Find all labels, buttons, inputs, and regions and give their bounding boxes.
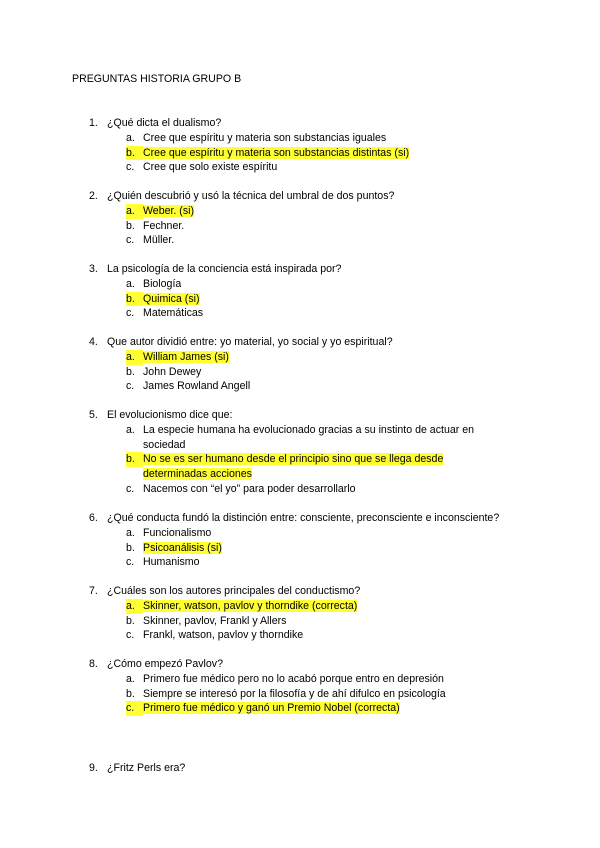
option-text: Funcionalismo <box>143 526 212 539</box>
question-6 <box>89 511 540 570</box>
option-list <box>89 599 540 643</box>
option-letter: a. <box>126 423 135 436</box>
option-a <box>89 526 540 541</box>
option-c <box>89 306 540 321</box>
option-text: Cree que solo existe espíritu <box>143 161 278 174</box>
option-text: Skinner, pavlov, Frankl y Allers <box>143 614 287 627</box>
option-c-highlighted <box>89 701 540 716</box>
question-text: ¿Fritz Perls era? <box>107 762 186 774</box>
question-2 <box>89 189 540 248</box>
option-b <box>89 614 540 629</box>
question-text: El evolucionismo dice que: <box>107 409 233 421</box>
option-c <box>89 555 540 570</box>
document-title: PREGUNTAS HISTORIA GRUPO B <box>72 73 242 85</box>
option-letter: b. <box>126 687 135 700</box>
question-number: 6. <box>89 512 98 524</box>
question-number: 2. <box>89 190 98 202</box>
option-letter: b. <box>126 365 135 378</box>
option-a <box>89 277 540 292</box>
option-text: Nacemos con “el yo” para poder desarrollarlo <box>143 482 356 495</box>
option-letter: b. <box>126 541 135 554</box>
option-letter: c. <box>126 629 135 642</box>
question-number: 9. <box>89 762 98 774</box>
option-letter: c. <box>126 307 135 320</box>
option-letter: c. <box>126 234 135 247</box>
option-text: Siempre se interesó por la filosofía y de ahí difulco en psicología <box>143 687 446 700</box>
option-c <box>89 233 540 248</box>
option-a-highlighted <box>89 350 540 365</box>
question-number: 5. <box>89 409 98 421</box>
option-b-highlighted <box>89 292 540 307</box>
option-c <box>89 628 540 643</box>
option-list <box>89 350 540 394</box>
question-7 <box>89 584 540 643</box>
option-a <box>89 423 540 453</box>
option-text: Primero fue médico y ganó un Premio Nobel (correcta) <box>143 702 400 715</box>
option-text-wrap <box>143 541 540 556</box>
option-text: Cree que espíritu y materia son substancias iguales <box>143 131 387 144</box>
option-letter: b. <box>126 146 143 161</box>
question-text: La psicología de la conciencia está inspirada por? <box>107 263 342 275</box>
option-text: John Dewey <box>143 365 202 378</box>
option-text: No se es ser humano desde el principio sino que se llega desde determinadas acciones <box>143 453 444 481</box>
option-text: Biología <box>143 277 182 290</box>
question-text: ¿Cuáles son los autores principales del conductismo? <box>107 585 361 597</box>
option-list <box>89 131 540 175</box>
question-number: 3. <box>89 263 98 275</box>
question-text: ¿Cómo empezó Pavlov? <box>107 658 223 670</box>
option-letter: b. <box>126 614 135 627</box>
option-text: Matemáticas <box>143 307 204 320</box>
option-text: Weber. (si) <box>143 204 195 217</box>
option-list <box>89 277 540 321</box>
option-letter: c. <box>126 701 143 716</box>
option-b <box>89 219 540 234</box>
option-letter: c. <box>126 161 135 174</box>
option-text: Humanismo <box>143 556 200 569</box>
question-4 <box>89 335 540 394</box>
option-text-wrap <box>143 204 540 219</box>
option-text: Fechner. <box>143 219 185 232</box>
question-number: 4. <box>89 336 98 348</box>
option-letter: c. <box>126 556 135 569</box>
question-text: ¿Qué conducta fundó la distinción entre: consciente, preconsciente e inconsciente? <box>107 512 500 524</box>
option-letter: a. <box>126 204 143 219</box>
option-a <box>89 131 540 146</box>
option-text-wrap <box>143 599 540 614</box>
question-3 <box>89 262 540 321</box>
question-text: ¿Quién descubrió y usó la técnica del umbral de dos puntos? <box>107 190 395 202</box>
option-text: Frankl, watson, pavlov y thorndike <box>143 629 304 642</box>
question-text: Que autor dividió entre: yo material, yo social y yo espiritual? <box>107 336 393 348</box>
option-text-wrap <box>143 701 540 716</box>
question-number: 8. <box>89 658 98 670</box>
option-text: Cree que espíritu y materia son substancias distintas (si) <box>143 146 410 159</box>
option-text-wrap <box>143 146 540 161</box>
option-letter: b. <box>126 292 143 307</box>
option-text: Müller. <box>143 234 175 247</box>
option-a <box>89 672 540 687</box>
option-text-wrap <box>143 350 540 365</box>
option-text: Psicoanálisis (si) <box>143 541 222 554</box>
option-b <box>89 687 540 702</box>
question-number: 7. <box>89 585 98 597</box>
question-text: ¿Qué dicta el dualismo? <box>107 117 222 129</box>
option-list <box>89 204 540 248</box>
question-number: 1. <box>89 117 98 129</box>
option-list <box>89 423 540 497</box>
question-5 <box>89 408 540 497</box>
option-text: La especie humana ha evolucionado gracias a su instinto de actuar en sociedad <box>143 423 474 451</box>
option-b-highlighted <box>89 146 540 161</box>
option-text-wrap <box>143 452 493 482</box>
option-letter: a. <box>126 526 135 539</box>
question-9 <box>89 761 540 776</box>
question-8 <box>89 657 540 716</box>
option-letter: c. <box>126 380 135 393</box>
option-letter: a. <box>126 350 143 365</box>
option-letter: b. <box>126 452 143 467</box>
option-letter: a. <box>126 131 135 144</box>
option-letter: b. <box>126 219 135 232</box>
option-text: Skinner, watson, pavlov y thorndike (correcta) <box>143 599 358 612</box>
option-c <box>89 160 540 175</box>
option-b <box>89 365 540 380</box>
option-b-highlighted <box>89 541 540 556</box>
option-text: James Rowland Angell <box>143 380 251 393</box>
option-letter: c. <box>126 482 135 495</box>
option-letter: a. <box>126 277 135 290</box>
option-c <box>89 379 540 394</box>
option-list <box>89 526 540 570</box>
option-a-highlighted <box>89 599 540 614</box>
option-a-highlighted <box>89 204 540 219</box>
option-text: William James (si) <box>143 350 229 363</box>
option-text: Primero fue médico pero no lo acabó porque entro en depresión <box>143 672 444 685</box>
option-c <box>89 482 540 497</box>
option-letter: a. <box>126 599 143 614</box>
option-list <box>89 672 540 716</box>
option-text: Quimica (si) <box>143 292 200 305</box>
question-1 <box>89 116 540 175</box>
option-letter: a. <box>126 672 135 685</box>
option-text-wrap <box>143 292 540 307</box>
option-b-highlighted <box>89 452 540 482</box>
